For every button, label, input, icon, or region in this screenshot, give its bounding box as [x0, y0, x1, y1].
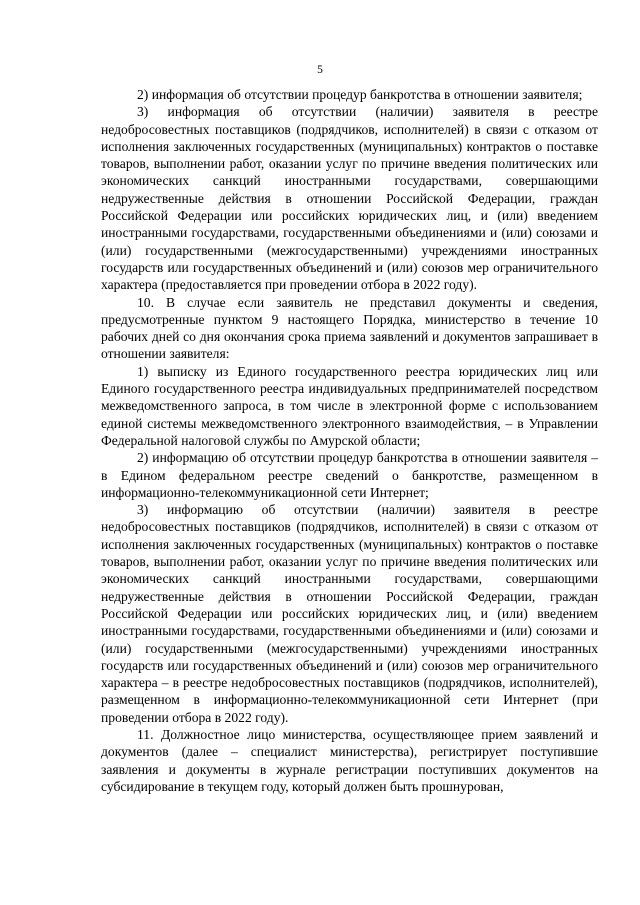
- paragraph-item-3-unfair-suppliers-info: 3) информация об отсутствии (наличии) заявителя в реестре недобросовестных поставщиков (подрядчиков, исполнителей) в связи с отказом от исполнения заключенных государственных (муниципальных) контрактов о поставке товаров, выполнении работ, оказании услуг по причине введения политических или экономических санкций иностранными государствами, совершающими недружественные действия в отношении Российской Федерации, граждан Российской Федерации или российских юридических лиц, и (или) введением иностранными государствами, государственными объединениями и (или) союзами и (или) государственными (межгосударственными) учреждениями иностранных государств или государственных объединений и (или) союзов мер ограничительного характера (предоставляется при проведении отбора в 2022 году).: [101, 104, 598, 293]
- paragraph-item-2-bankruptcy-registry: 2) информацию об отсутствии процедур банкротства в отношении заявителя – в Едином федеральном реестре сведений о банкротстве, размещенном в информационно-телекоммуникационной сети Интернет;: [101, 450, 598, 500]
- paragraph-item-1-registry-extract: 1) выписку из Единого государственного реестра юридических лиц или Единого государственного реестра индивидуальных предпринимателей посредством межведомственного запроса, в том числе в электронной форме с использованием единой системы межведомственного электронного взаимодействия, – в Управлении Федеральной налоговой службы по Амурской области;: [101, 363, 598, 448]
- document-body: [101, 86, 598, 795]
- paragraph-section-10: 10. В случае если заявитель не представил документы и сведения, предусмотренные пунктом 9 настоящего Порядка, министерство в течение 10 рабочих дней со дня окончания срока приема заявлений и документов запрашивает в отношении заявителя:: [101, 294, 598, 362]
- paragraph-section-11: 11. Должностное лицо министерства, осуществляющее прием заявлений и документов (далее – специалист министерства), регистрирует поступившие заявления и документы в журнале регистрации поступивших документов на субсидирование в текущем году, который должен быть прошнурован,: [101, 726, 598, 794]
- paragraph-item-2-bankruptcy-info: 2) информация об отсутствии процедур банкротства в отношении заявителя;: [137, 87, 583, 102]
- paragraph-item-3-unfair-suppliers-registry: 3) информацию об отсутствии (наличии) заявителя в реестре недобросовестных поставщиков (подрядчиков, исполнителей) в связи с отказом от исполнения заключенных государственных (муниципальных) контрактов о поставке товаров, выполнении работ, оказании услуг по причине введения политических или экономических санкций иностранными государствами, совершающими недружественные действия в отношении Российской Федерации, граждан Российской Федерации или российских юридических лиц, и (или) введением иностранными государствами, государственными объединениями и (или) союзами и (или) государственными (межгосударственными) учреждениями иностранных государств или государственных объединений и (или) союзов мер ограничительного характера – в реестре недобросовестных поставщиков (подрядчиков, исполнителей), размещенном в информационно-телекоммуникационной сети Интернет (при проведении отбора в 2022 году).: [101, 502, 598, 725]
- page-number: 5: [317, 64, 323, 76]
